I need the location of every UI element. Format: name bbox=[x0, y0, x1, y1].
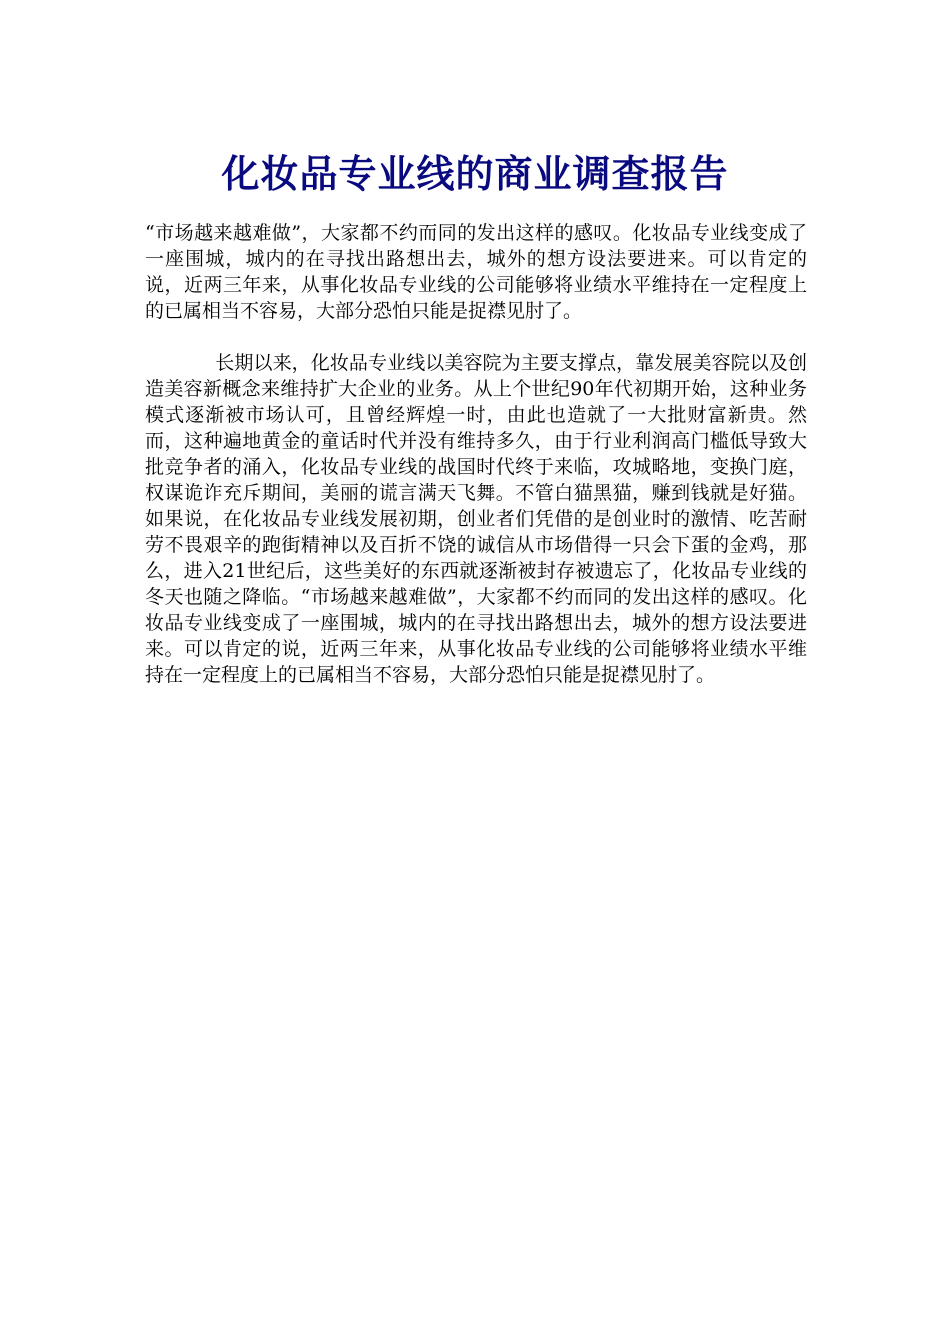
paragraph-2: 长期以来，化妆品专业线以美容院为主要支撑点，靠发展美容院以及创造美容新概念来维持扩大企业的业务。从上个世纪90年代初期开始，这种业务模式逐渐被市场认可，且曾经辉煌一时，由此也造就了一大批财富新贵。然而，这种遍地黄金的童话时代并没有维持多久，由于行业利润高门槛低导致大批竞争者的涌入，化妆品专业线的战国时代终于来临，攻城略地，变换门庭，权谋诡诈充斥期间，美丽的谎言满天飞舞。不管白猫黑猫，赚到钱就是好猫。如果说，在化妆品专业线发展初期，创业者们凭借的是创业时的激情、吃苦耐劳不畏艰辛的跑街精神以及百折不饶的诚信从市场借得一只会下蛋的金鸡，那么，进入21世纪后，这些美好的东西就逐渐被封存被遗忘了，化妆品专业线的冬天也随之降临。“市场越来越难做”，大家都不约而同的发出这样的感叹。化妆品专业线变成了一座围城，城内的在寻找出路想出去，城外的想方设法要进来。可以肯定的说，近两三年来，从事化妆品专业线的公司能够将业绩水平维持在一定程度上的已属相当不容易，大部分恐怕只能是捉襟见肘了。 bbox=[145, 352, 807, 686]
paragraph-1: “市场越来越难做”，大家都不约而同的发出这样的感叹。化妆品专业线变成了一座围城，城内的在寻找出路想出去，城外的想方设法要进来。可以肯定的说，近两三年来，从事化妆品专业线的公司能够将业绩水平维持在一定程度上的已属相当不容易，大部分恐怕只能是捉襟见肘了。 bbox=[145, 222, 807, 322]
document-title: 化妆品专业线的商业调查报告 bbox=[221, 152, 729, 196]
document-body bbox=[145, 220, 807, 688]
